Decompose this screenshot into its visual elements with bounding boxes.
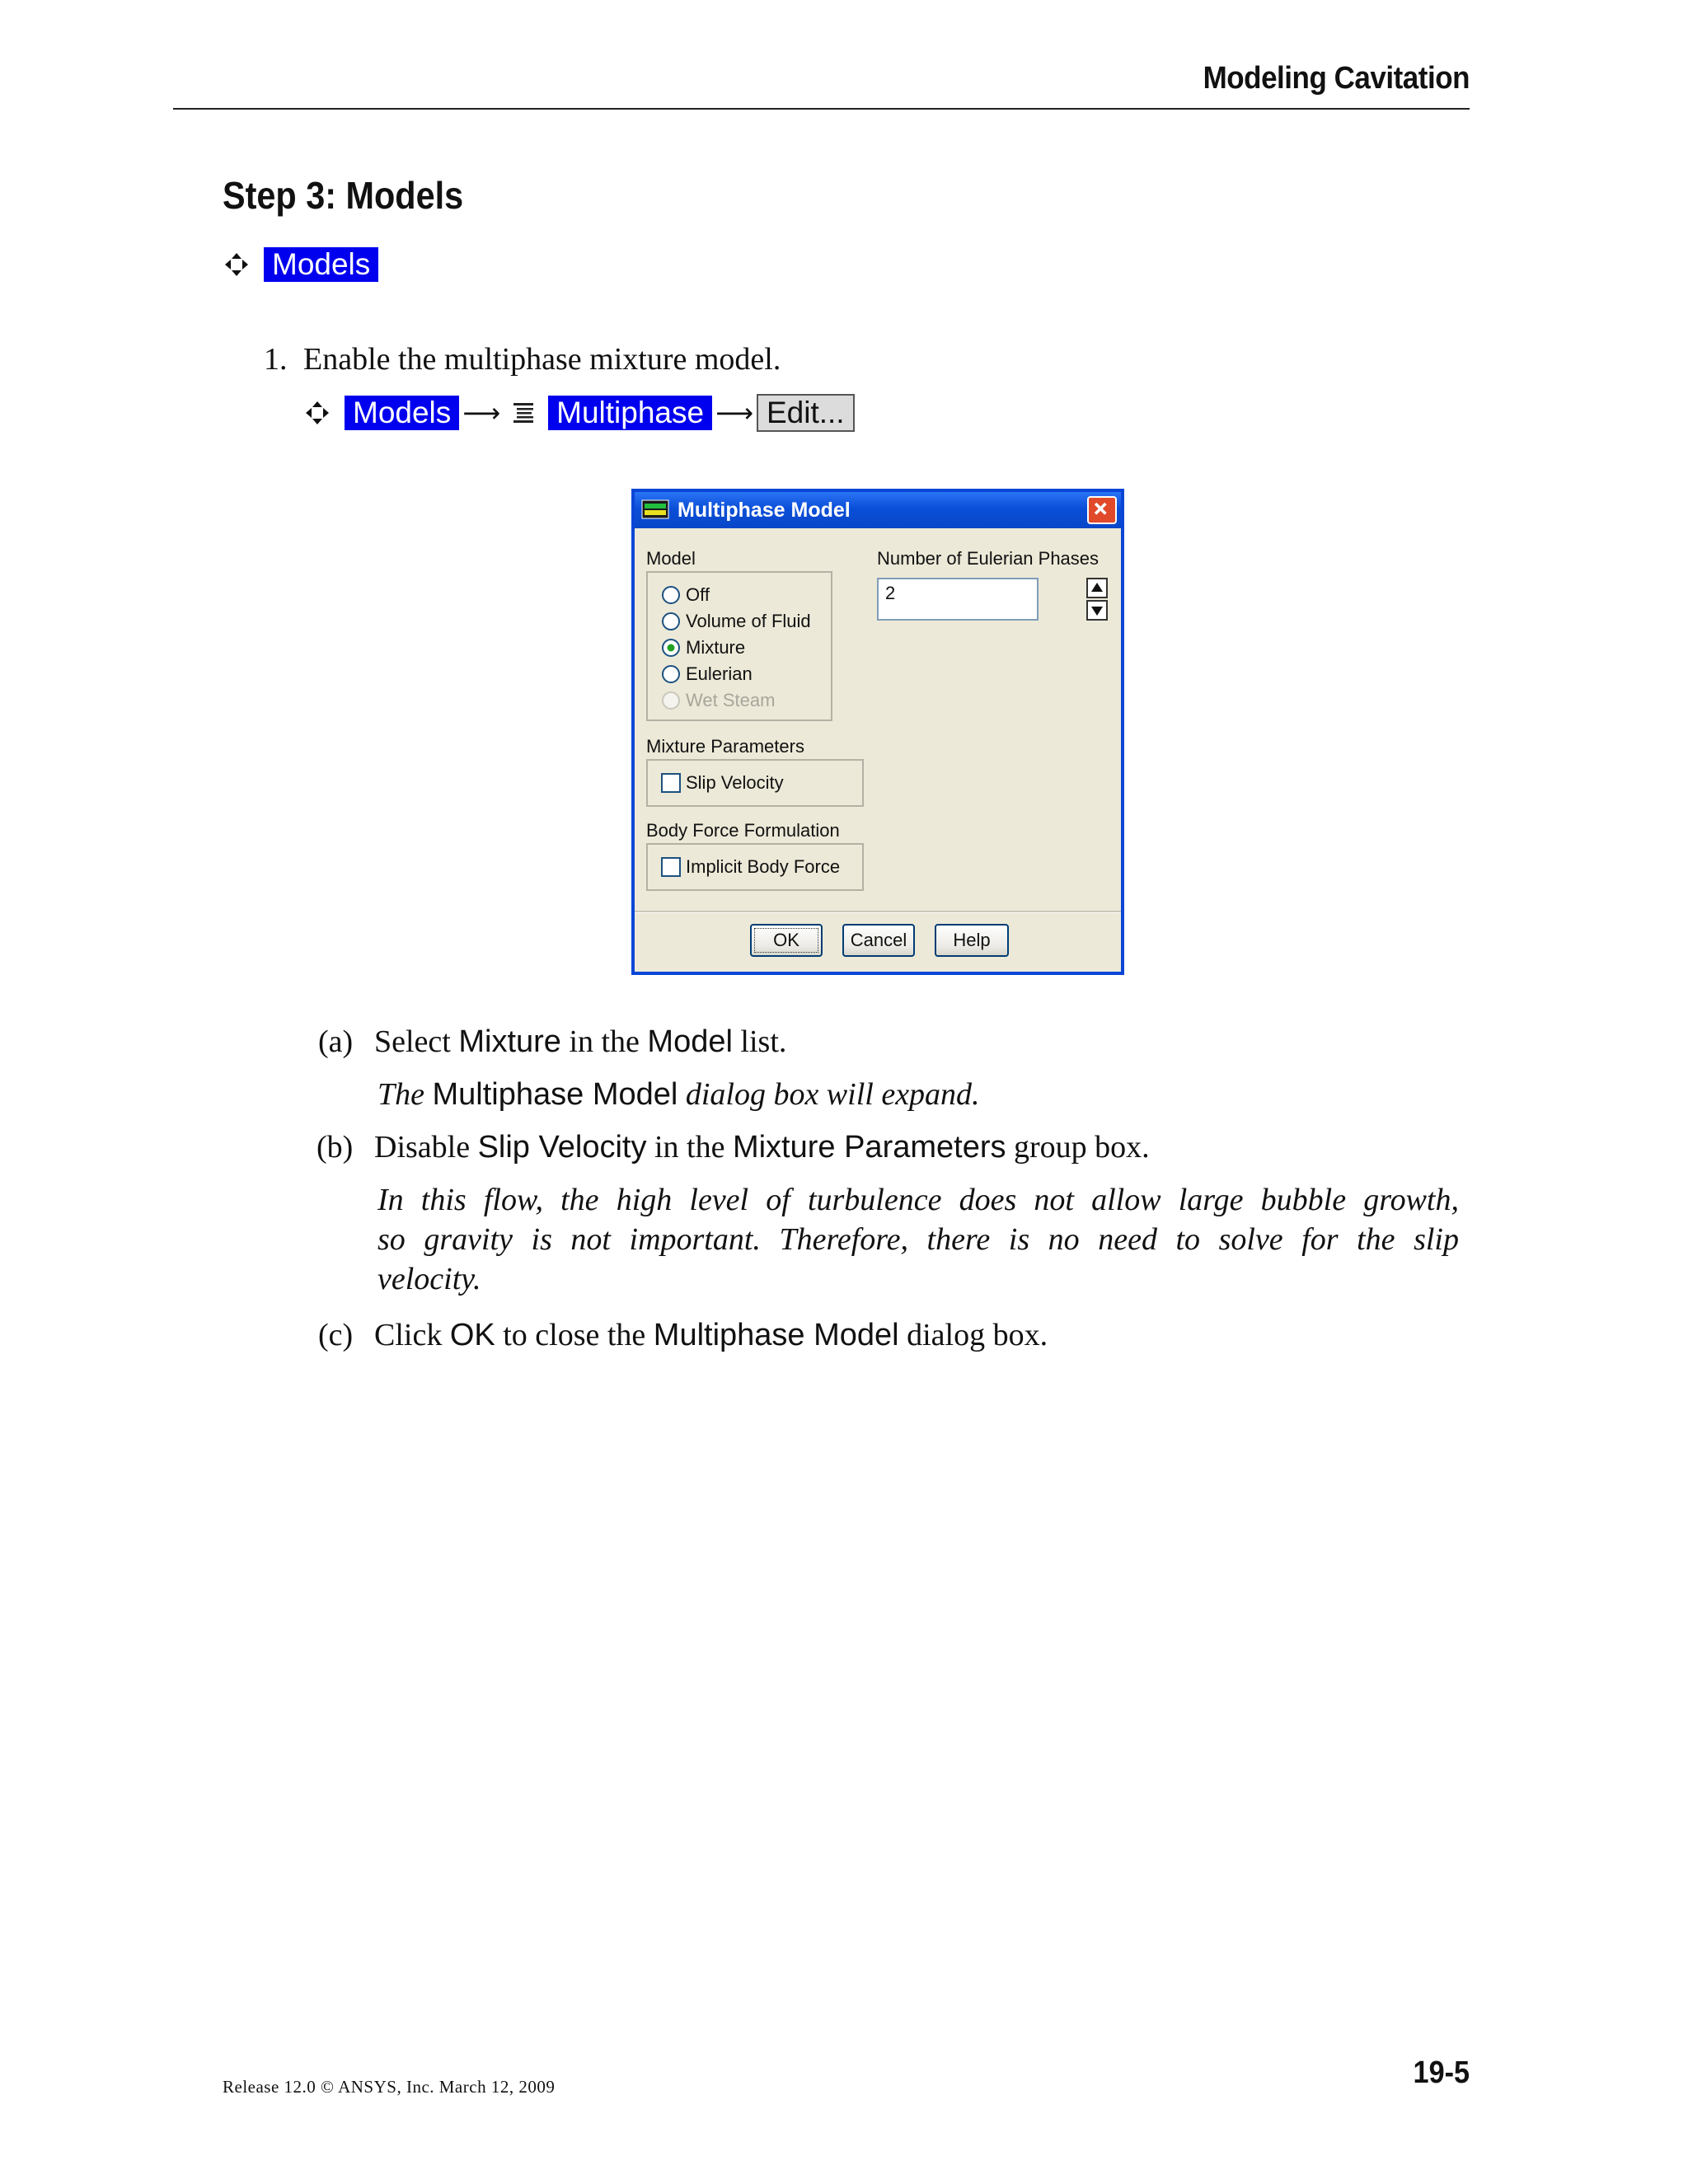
close-icon xyxy=(1089,498,1115,523)
app-icon xyxy=(641,499,669,519)
edit-button[interactable]: Edit... xyxy=(757,394,855,432)
keyword: Mixture xyxy=(458,1024,561,1059)
substep-b-note-line-2: so gravity is not important. Therefore, there is no need to solve for the slip xyxy=(377,1222,1459,1257)
move-arrows-icon xyxy=(305,401,330,425)
substep-a-marker: (a) xyxy=(318,1024,354,1059)
keyword: OK xyxy=(449,1318,495,1352)
phases-input[interactable]: 2 xyxy=(877,578,1039,621)
radio-label: Off xyxy=(686,584,710,605)
tree-list-icon xyxy=(512,401,537,425)
phases-spinner[interactable] xyxy=(1086,578,1108,621)
radio-label: Wet Steam xyxy=(686,690,776,710)
multiphase-model-dialog xyxy=(631,489,1124,975)
multiphase-link[interactable]: Multiphase xyxy=(548,396,712,430)
help-button[interactable]: Help xyxy=(935,924,1009,957)
item-1-text: Enable the multiphase mixture model. xyxy=(303,342,781,377)
radio-disabled-icon xyxy=(661,691,681,710)
dialog-separator xyxy=(635,911,1121,913)
ok-button[interactable]: OK xyxy=(750,924,823,957)
radio-unselected-icon xyxy=(661,612,681,631)
cancel-button[interactable]: Cancel xyxy=(842,924,915,957)
substep-a-text: Select Mixture in the Model list. xyxy=(374,1024,787,1059)
radio-mixture[interactable] xyxy=(661,637,745,658)
radio-label: Volume of Fluid xyxy=(686,611,811,631)
step-title: Step 3: Models xyxy=(223,174,464,217)
radio-unselected-icon xyxy=(661,664,681,684)
footer-release: Release 12.0 © ANSYS, Inc. March 12, 2009 xyxy=(223,2077,556,2097)
radio-volume-of-fluid[interactable] xyxy=(661,611,811,632)
radio-off[interactable] xyxy=(661,584,710,606)
models-link[interactable]: Models xyxy=(345,396,459,430)
radio-eulerian[interactable] xyxy=(661,663,753,685)
substep-b-marker: (b) xyxy=(316,1130,354,1165)
close-button[interactable] xyxy=(1087,496,1117,524)
keyword: Slip Velocity xyxy=(477,1130,647,1165)
substep-c-marker: (c) xyxy=(318,1318,354,1352)
substep-c-text: Click OK to close the Multiphase Model dialog box. xyxy=(374,1318,1048,1352)
header-rule xyxy=(173,108,1470,110)
keyword: Multiphase Model xyxy=(432,1077,678,1112)
item-1-nav xyxy=(305,392,855,434)
substep-b-text: Disable Slip Velocity in the Mixture Parameters group box. xyxy=(374,1130,1150,1165)
mixture-parameters-label: Mixture Parameters xyxy=(646,736,804,757)
nav-arrow: ⟶ xyxy=(462,397,501,429)
radio-unselected-icon xyxy=(661,585,681,605)
checkbox-unchecked-icon xyxy=(661,857,681,877)
slip-velocity-checkbox[interactable] xyxy=(661,772,784,794)
radio-selected-icon xyxy=(661,638,681,658)
keyword: Multiphase Model xyxy=(653,1318,899,1352)
nav-arrow: ⟶ xyxy=(715,397,753,429)
keyword: Model xyxy=(647,1024,733,1059)
model-group xyxy=(646,571,832,721)
radio-wet-steam xyxy=(661,690,775,711)
body-force-label: Body Force Formulation xyxy=(646,820,840,841)
model-group-label: Model xyxy=(646,548,696,569)
checkbox-label: Slip Velocity xyxy=(686,772,784,793)
substep-a-note: The Multiphase Model dialog box will expand. xyxy=(377,1077,980,1112)
mixture-parameters-group xyxy=(646,759,864,807)
radio-label: Eulerian xyxy=(686,663,753,684)
page-number: 19-5 xyxy=(1413,2055,1470,2090)
item-1-number: 1. xyxy=(264,342,288,377)
checkbox-unchecked-icon xyxy=(661,773,681,793)
step-nav xyxy=(224,244,378,285)
phases-label: Number of Eulerian Phases xyxy=(877,548,1100,569)
body-force-group xyxy=(646,843,864,891)
substep-b-note-line-1: In this flow, the high level of turbulence does not allow large bubble growth, xyxy=(377,1183,1459,1217)
dialog-title: Multiphase Model xyxy=(678,499,851,522)
keyword: Mixture Parameters xyxy=(732,1130,1006,1165)
checkbox-label: Implicit Body Force xyxy=(686,856,841,877)
running-head: Modeling Cavitation xyxy=(1203,61,1470,96)
implicit-body-force-checkbox[interactable] xyxy=(661,856,840,878)
move-arrows-icon xyxy=(224,252,249,277)
radio-label: Mixture xyxy=(686,637,746,658)
models-link[interactable]: Models xyxy=(264,247,378,282)
dialog-titlebar[interactable] xyxy=(635,492,1121,528)
substep-b-note-line-3: velocity. xyxy=(377,1262,481,1296)
